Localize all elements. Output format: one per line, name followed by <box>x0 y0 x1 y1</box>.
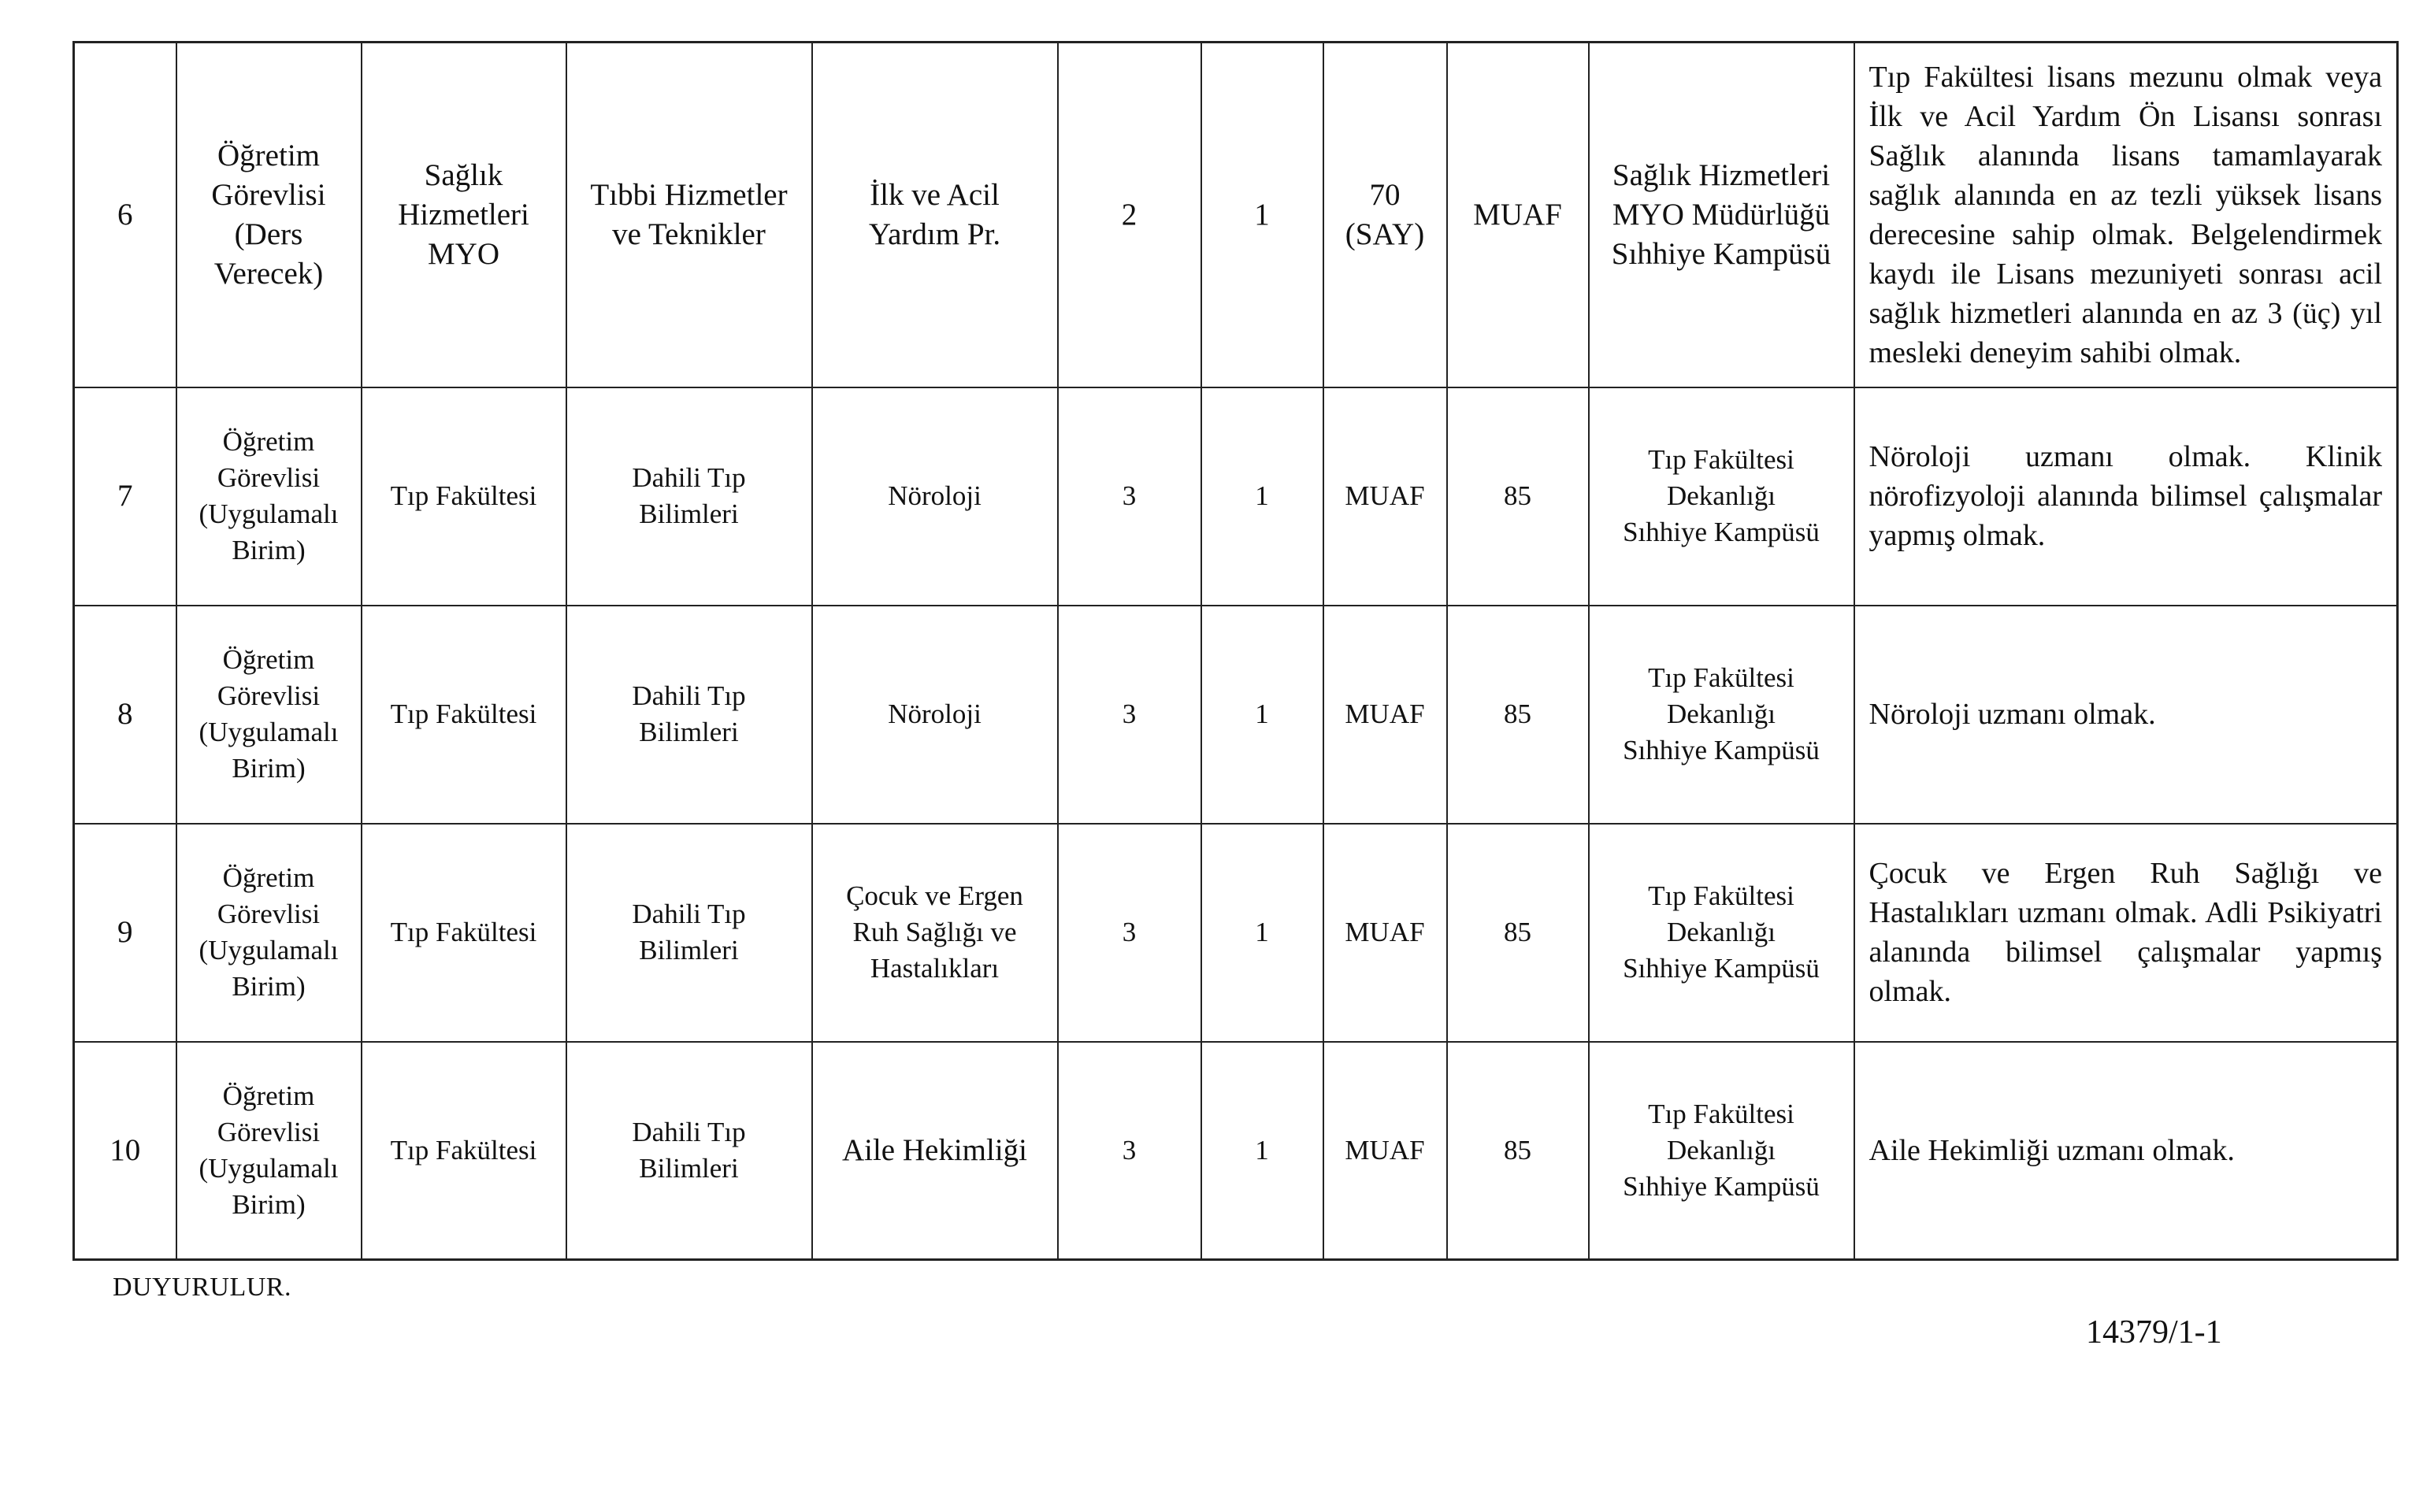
application-place: Tıp Fakültesi Dekanlığı Sıhhiye Kampüsü <box>1589 824 1854 1042</box>
foreign-language-value: 85 <box>1447 824 1589 1042</box>
position-title: Öğretim Görevlisi (Uygulamalı Birim) <box>176 387 362 606</box>
row-number: 9 <box>74 824 176 1042</box>
ales-value: 70 (SAY) <box>1323 43 1447 387</box>
announcement-text: DUYURULUR. <box>113 1273 291 1302</box>
unit-name: Tıp Fakültesi <box>362 387 566 606</box>
requirements-text: Nöroloji uzmanı olmak. Klinik nörofizyoloji alanında bilimsel çalışmalar yapmış olmak. <box>1854 387 2398 606</box>
department-name: Tıbbi Hizmetler ve Teknikler <box>566 43 812 387</box>
degree-value: 3 <box>1058 606 1201 824</box>
table-row <box>74 387 2398 606</box>
position-title: Öğretim Görevlisi (Uygulamalı Birim) <box>176 1042 362 1260</box>
application-place: Tıp Fakültesi Dekanlığı Sıhhiye Kampüsü <box>1589 387 1854 606</box>
position-title: Öğretim Görevlisi (Uygulamalı Birim) <box>176 606 362 824</box>
table-row <box>74 824 2398 1042</box>
foreign-language-value: 85 <box>1447 1042 1589 1260</box>
degree-value: 3 <box>1058 1042 1201 1260</box>
table-row <box>74 606 2398 824</box>
degree-value: 2 <box>1058 43 1201 387</box>
department-name: Dahili Tıp Bilimleri <box>566 824 812 1042</box>
department-name: Dahili Tıp Bilimleri <box>566 387 812 606</box>
foreign-language-value: 85 <box>1447 606 1589 824</box>
degree-value: 3 <box>1058 387 1201 606</box>
table-row <box>74 1042 2398 1260</box>
program-name: Nöroloji <box>812 606 1058 824</box>
requirements-text: Çocuk ve Ergen Ruh Sağlığı ve Hastalıkları uzmanı olmak. Adli Psikiyatri alanında bilimsel çalışmalar yapmış olmak. <box>1854 824 2398 1042</box>
position-title: Öğretim Görevlisi (Ders Verecek) <box>176 43 362 387</box>
position-title: Öğretim Görevlisi (Uygulamalı Birim) <box>176 824 362 1042</box>
unit-name: Sağlık Hizmetleri MYO <box>362 43 566 387</box>
count-value: 1 <box>1201 387 1323 606</box>
count-value: 1 <box>1201 1042 1323 1260</box>
requirements-text: Aile Hekimliği uzmanı olmak. <box>1854 1042 2398 1260</box>
count-value: 1 <box>1201 43 1323 387</box>
requirements-text: Tıp Fakültesi lisans mezunu olmak veya İlk ve Acil Yardım Ön Lisansı sonrası Sağlık alanında lisans tamamlayarak sağlık alanında en az tezli yüksek lisans derecesine sahip olmak. Belgelendirmek kaydı ile Lisans mezuniyeti sonrası acil sağlık hizmetleri alanında en az 3 (üç) yıl mesleki deneyim sahibi olmak. <box>1854 43 2398 387</box>
row-number: 8 <box>74 606 176 824</box>
row-number: 10 <box>74 1042 176 1260</box>
program-name: Nöroloji <box>812 387 1058 606</box>
foreign-language-value: MUAF <box>1447 43 1589 387</box>
ales-value: MUAF <box>1323 1042 1447 1260</box>
table-row <box>74 43 2398 387</box>
department-name: Dahili Tıp Bilimleri <box>566 606 812 824</box>
program-name: Çocuk ve Ergen Ruh Sağlığı ve Hastalıkları <box>812 824 1058 1042</box>
foreign-language-value: 85 <box>1447 387 1589 606</box>
program-name: Aile Hekimliği <box>812 1042 1058 1260</box>
positions-table <box>72 41 2399 1261</box>
program-name: İlk ve Acil Yardım Pr. <box>812 43 1058 387</box>
department-name: Dahili Tıp Bilimleri <box>566 1042 812 1260</box>
row-number: 6 <box>74 43 176 387</box>
unit-name: Tıp Fakültesi <box>362 824 566 1042</box>
application-place: Sağlık Hizmetleri MYO Müdürlüğü Sıhhiye Kampüsü <box>1589 43 1854 387</box>
unit-name: Tıp Fakültesi <box>362 1042 566 1260</box>
application-place: Tıp Fakültesi Dekanlığı Sıhhiye Kampüsü <box>1589 606 1854 824</box>
ales-value: MUAF <box>1323 606 1447 824</box>
requirements-text: Nöroloji uzmanı olmak. <box>1854 606 2398 824</box>
count-value: 1 <box>1201 606 1323 824</box>
ales-value: MUAF <box>1323 824 1447 1042</box>
degree-value: 3 <box>1058 824 1201 1042</box>
application-place: Tıp Fakültesi Dekanlığı Sıhhiye Kampüsü <box>1589 1042 1854 1260</box>
count-value: 1 <box>1201 824 1323 1042</box>
row-number: 7 <box>74 387 176 606</box>
ales-value: MUAF <box>1323 387 1447 606</box>
reference-number: 14379/1-1 <box>2086 1314 2222 1351</box>
unit-name: Tıp Fakültesi <box>362 606 566 824</box>
